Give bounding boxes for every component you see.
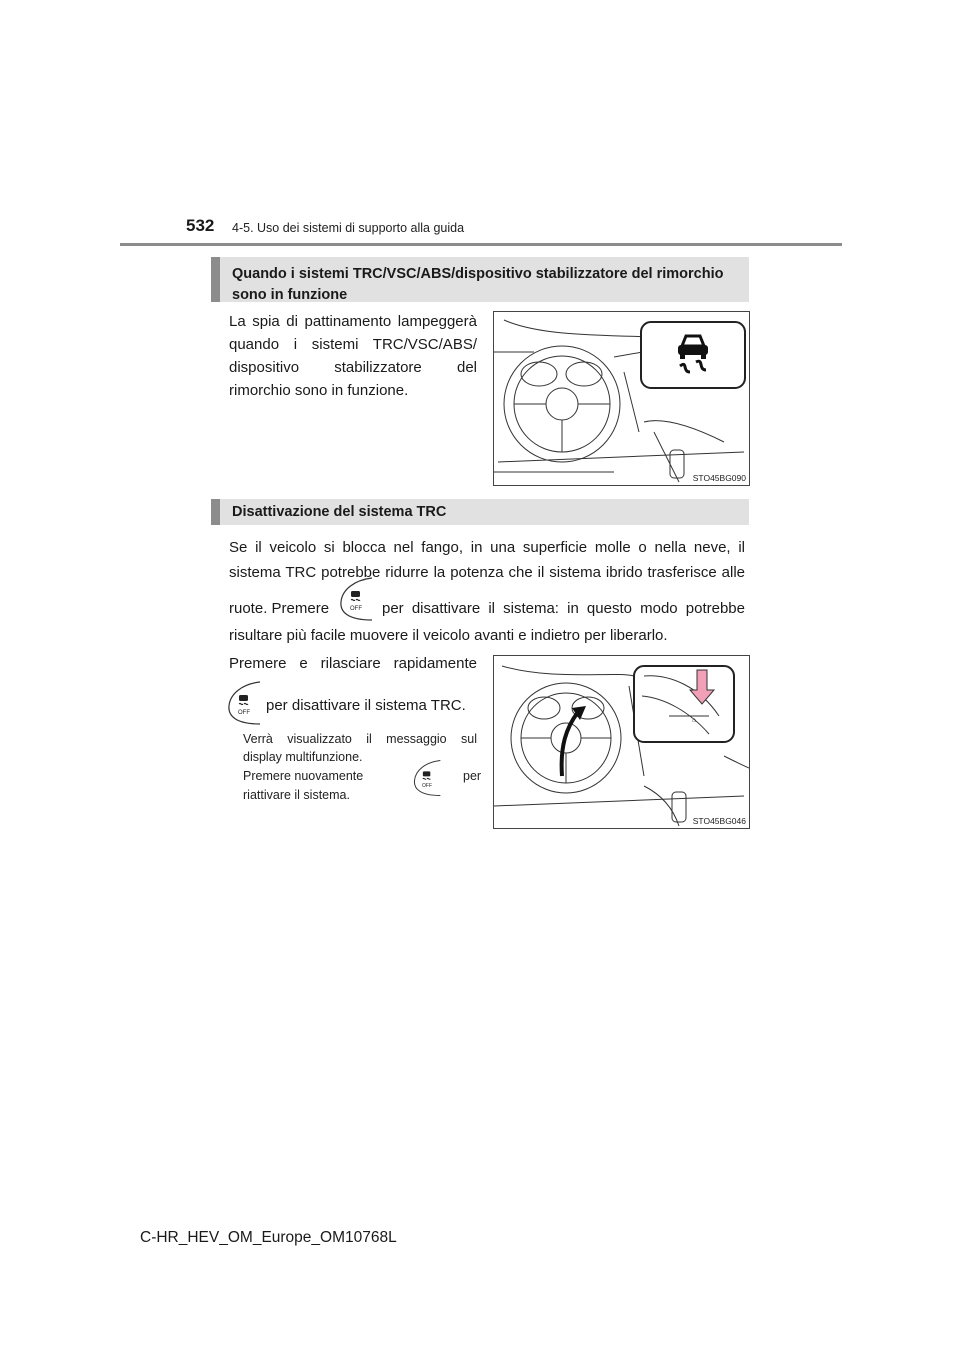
paragraph-line: ruote. Premere — [229, 600, 330, 617]
trc-off-button-icon — [226, 680, 262, 726]
section-path: 4-5. Uso dei sistemi di supporto alla guida — [232, 221, 465, 235]
steering-switch-illustration — [494, 656, 749, 828]
note-line: Premere nuovamente — [243, 769, 364, 783]
note-line: per — [463, 769, 482, 783]
heading-line-1: Quando i sistemi TRC/VSC/ABS/dispositivo stabilizzatore del rimorchio — [232, 266, 724, 282]
trc-off-switch-figure — [493, 655, 750, 829]
press-instruction-line: Premere e rilasciare rapidamente — [229, 655, 477, 672]
figure-code: STO45BG046 — [692, 816, 746, 826]
button-icon-label: OFF — [422, 783, 432, 790]
dashboard-slip-indicator-figure — [493, 311, 750, 486]
note-line: Verrà visualizzato il messaggio sul — [243, 732, 477, 746]
header-rule — [120, 243, 842, 246]
paragraph-line: Se il veicolo si blocca nel fango, in una superficie molle o nella neve, il — [229, 539, 745, 556]
figure-code: STO45BG090 — [692, 473, 746, 483]
switch-callout — [634, 666, 734, 742]
dashboard-illustration — [494, 312, 749, 485]
direction-arrow — [562, 712, 578, 776]
paragraph-line: sistema TRC potrebbe ridurre la potenza che il sistema ibrido trasferisce alle — [229, 564, 745, 581]
paragraph-line: risultare più facile muovere il veicolo avanti e indietro per liberarlo. — [229, 627, 668, 644]
note-line: display multifunzione. — [243, 750, 363, 764]
section-heading-trc-active — [211, 257, 749, 302]
trc-off-button-icon — [338, 576, 374, 622]
note-line: riattivare il sistema. — [243, 788, 350, 802]
svg-text:⌂: ⌂ — [692, 717, 697, 724]
document-id: C-HR_HEV_OM_Europe_OM10768L — [140, 1229, 397, 1246]
page-number: 532 — [186, 216, 215, 235]
press-instruction-line: per disattivare il sistema TRC. — [266, 697, 466, 714]
heading-line-2: sono in funzione — [232, 287, 348, 303]
paragraph-line: per disattivare il sistema: in questo modo potrebbe — [382, 600, 745, 617]
slip-indicator-paragraph: La spia di pattinamento lampeggerà quando i sistemi TRC/VSC/ABS/ dispositivo stabilizzatore del rimorchio sono in funzione. — [229, 313, 477, 399]
trc-off-button-icon — [412, 758, 442, 798]
button-icon-label: OFF — [350, 606, 362, 612]
button-icon-label: OFF — [238, 710, 250, 716]
section-heading-trc-off: Disattivazione del sistema TRC — [211, 499, 749, 525]
